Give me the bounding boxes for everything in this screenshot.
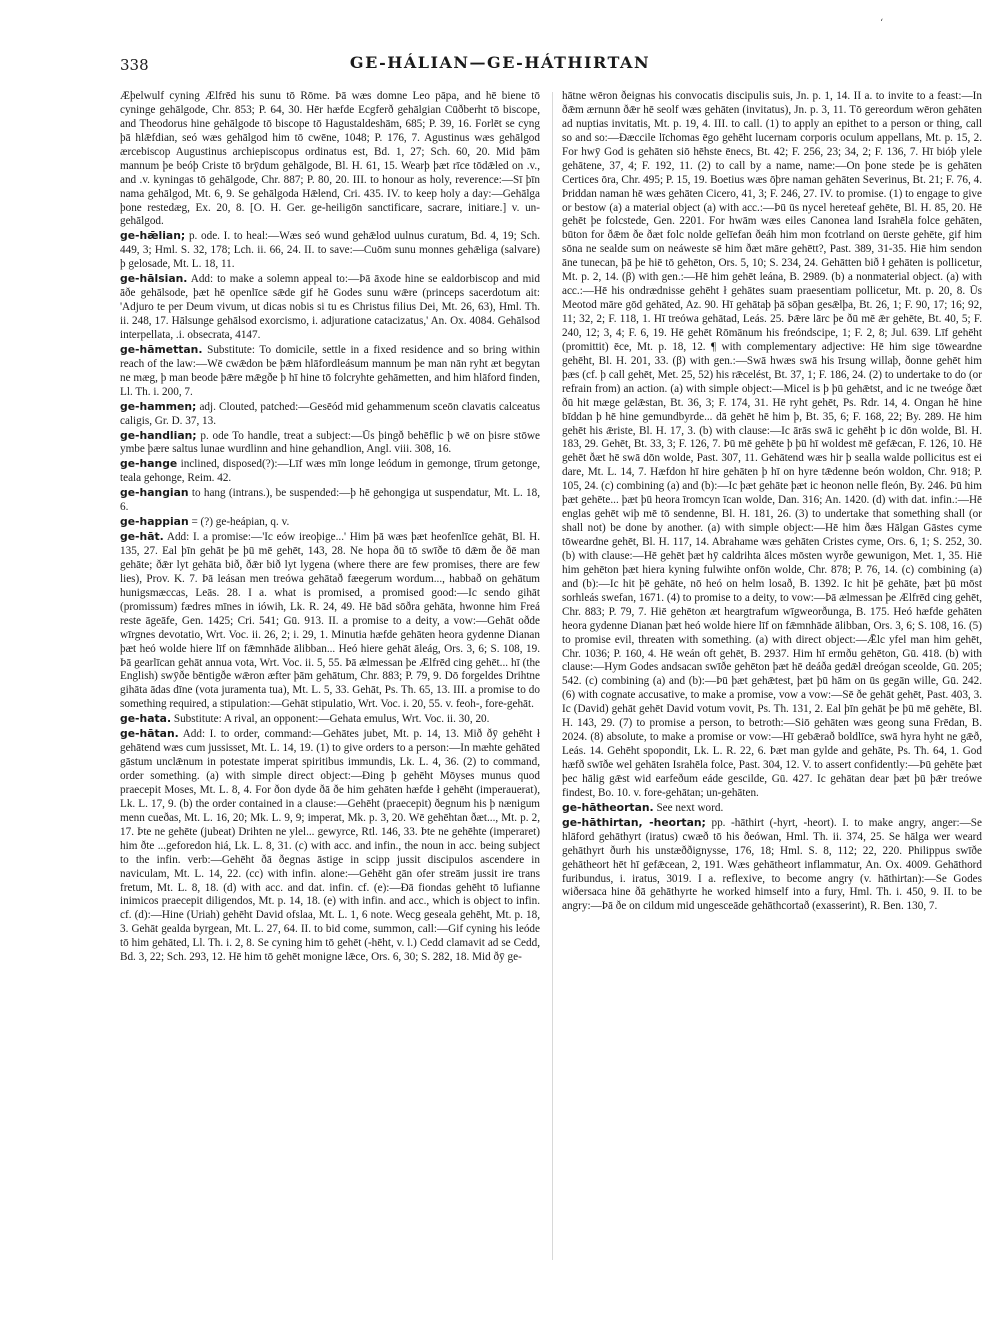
- dictionary-entry: [562, 801, 982, 816]
- entry-headword: ge-hātan.: [120, 727, 179, 741]
- entry-text: pp. -hāthirt (-hyrt, -heort). I. to make angry, anger:—Se hlāford gehāthyrt (iratus) cwæð tō his ðeówan, Hml. Th. ii. 374, 25. Se hālga wer weard gehāthyrt ðurh his unstæððignysse, 176, 18; Hml. S. 8, 112; 22, 220. Philippus swīðe gehātheort hēt hī gefǣcean, 2, 191. Wæs gehātheort inflammatur, An. Ox. 4009. Gehāthord furibundus, i. iratus, 3019. I a. reflexive, to become angry (v. hāthirtan):—Se Godes wiðersaca hine ðā gehāthyrte he worked himself into a fury, Hml. Th. i. 450, 9. II. to be angry:—Þā ðe on cildum mid ungesceāde gehāthcortað (exasserint), R. Ben. 130, 7.: [562, 816, 982, 913]
- dictionary-entry: [120, 530, 540, 712]
- dictionary-entry: [120, 429, 540, 458]
- dictionary-entry: [120, 727, 540, 965]
- dictionary-entry: [120, 229, 540, 272]
- dictionary-entry: [120, 90, 540, 229]
- entry-headword: ge-handlian;: [120, 428, 197, 442]
- entry-headword: ge-hāt.: [120, 530, 164, 544]
- column-divider: [552, 92, 553, 1260]
- dictionary-entry: [120, 515, 540, 530]
- stray-mark: ʻ: [880, 18, 884, 29]
- entry-text: See next word.: [656, 801, 724, 814]
- dictionary-entry: [120, 712, 540, 727]
- entry-headword: ge-hammen;: [120, 399, 197, 413]
- entry-headword: ge-hǣlian;: [120, 229, 186, 243]
- entry-headword: ge-hange: [120, 457, 178, 471]
- entry-headword: ge-happian: [120, 515, 189, 529]
- entry-headword: ge-hata.: [120, 712, 172, 726]
- entry-text: = (?) ge-heápian, q. v.: [191, 516, 290, 529]
- entry-text: Substitute: A rival, an opponent:—Gehata emulus, Wrt. Voc. ii. 30, 20.: [173, 713, 490, 726]
- running-head: GE-HÁLIAN—GE-HÁTHIRTAN: [349, 53, 651, 72]
- right-column: [562, 90, 982, 1320]
- dictionary-entry: [120, 343, 540, 400]
- dictionary-entry: [562, 90, 982, 801]
- entry-text: Add: to make a solemn appeal to:—Þā āxode hine se ealdorbiscop and mid āðe gehālsode, þæt hē openlīce sǣde gif hē Godes sunu wǣre (princeps sacerdotum ait: 'Adjuro te per Deum vivum, ut dicas nobis si tu es Christus filius Dei, Mt. 26, 63), Hml. Th. ii. 248, 17. Hālsunge gehālsod exorcismo, i. adjuratione catacizatus,' An. Ox. 4084. Gehālsod interpellata, .i. obsecrata, 4147.: [120, 273, 540, 341]
- entry-text: hātne wēron ðeignas his convocatis discipulis suis, Jn. p. 1, 14. II a. to invite to a feast:—In ðǣm ærnunn ðǣr hē seolf wæs gehāten (invitatus), Jn. p. 3, 11. Tō gereordum wēron gehāten ad nuptias invitatis, Mt. p. 19, 4. III. to call. (1) to apply an epithet to a person or thing, call so and so:—Ðæccile līchomas ēgo gehēht lucernam corporis oculum appellans, Mt. p. 15, 2. For hwȳ God is gehāten siō hēhste ēnecs, Bt. 42; F. 256, 23; 34, 2; F. 136, 7. Hī bióþ ylele gehātene, 37, 4; F. 192, 11. (2) to call by a name, name:—On þone stede þe is gehāten Certices ōra, Chr. 495; P. 15, 19. Boetius wæs ōþre naman gehāten Severinus, Bt. 21; F. 76, 4. Þriddan naman hē wæs gehāten Cicero, 41, 3; F. 246, 27. IV. to promise. (1) to engage to give or bestow (a) a material object (a) with acc.:—Þū ūs nycel hereteaf gehēte, Bl. H. 85, 20. Hē gehēt þe folcstede, Gen. 2201. For hwām wæs eiles Canonea land Israhēla folce gehāten, būton for ðǣm ðe ðæt folc nolde gelīefan ðeáh him mon fcotrland on ūerste gehēte, gif him sōna ne sealde sum on neáweste sē him ðæt māre gehētt?, Past. 389, 31-35. Hiē him sendon āne tunecan, þā þe hiē tō gehēton, Ors. 5, 10; S. 234, 24. Gehātten bið ł gehāten is pollicetur, Mt. p. 2, 14. (β) with gen.:—Hē him gehēt leána, B. 2989. (b) a nonmaterial object. (a) with acc.:—Hē his ondrædnisse gehēht ł gehātes suam praesentiam pollicetur, Mt. p. 20, 8. Ūs Meotod māre gōd gehāted, Az. 90. Hī gehātaþ þā sōþan gesǣlþa, Bt. 26, 1; F. 90, 17; 16; 92, 11; 32, 2; F. 118, 1. Hī treówa gehātad, Leás. 25. Þǣre lārc þe ðū mē ǣr gehēte, Bt. 40, 5; F. 240, 12; 3, 4; F. 6, 19. Hē gehēt Rōmānum his freóndscipe, 1; F. 2, 8; Jul. 639. Līf gehēht (promittit) ēce, Mt. p. 18, 12. ¶ with complementary adjective: Hē him sige tōweardne gehēht, Bl. H. 201, 33. (β) with gen.:—Swā hwæs swā his īrsung willaþ, ðonne gehēt him þæs (cf. þ call gehēt, Met. 25, 52) his rǣcelést, Bt. 37, 1; F. 186, 24. (2) to undertake to do (or refrain from) an action. (a) with simple object:—Micel is þ þū gehǣtst, and ic ne tweóge ðæt ðū hit mæge gelǣstan, Bt. 36, 3; F. 174, 31. Hē ryht gehēt, Ps. Rdr. 14, 4. Ongan hē hine bīddan þ hē hine gemundbyrde... dā gehēt hē him þ, Bt. 35, 6; F. 168, 22; By. 289. Hē him gehēt his ǣriste, Bl. H. 17, 3. (b) with clause:—Ic ārās swā ic gehēht þ ic dōn wolde, Bl. H. 183, 29. Gehēt, Bt. 33, 3; F. 126, 7. Þū mē gehēte þ þū hī woldest mē gefǣcan, F. 126, 10. Hē gehēt ðæt hē swā dōn wolde, Past. 307, 11. Gehātend wæs hir þ sealla walde pollicitus est ei dare, Mt. L. 14, 7. Hæfdon hī hire gehāten þ hī on hyre tǣdenne beón woldon, Chr. 918; P. 105, 24. (c) combining (a) and (b):—Ic þæt gehāte þæt ic heonon nelle fleón, By. 246. Þū him þæt gehēte... þæt þū heora īromcyn īcan wolde, Dan. 316; An. 1420. (d) with dat. infin.:—Hē englas gehēt wiþ mē tō sendenne, Bl. H. 181, 26. (3) to undertake that something shall (or shall not) be done by another. (a) with simple object:—Hē him ðæs Hālgan Gāstes cyme tōweardne gehēt, Bl. H. 117, 14. Abrahame wæs gehāten Cristes cyme, Ors. 6, 1; S. 252, 30. (b) with clause:—Hē gehēt þæt hȳ caldrihta ālces mōsten wyrðe gewunigon, Met. 1, 35. Hiē him gehēton þæt hiera kyning fulwihte onfōn wolde, Chr. 878; P. 76, 14. (c) combining (a) and (b):—Ic hit þē gehāte, nō heó on helm losað, B. 1392. Ic hit þē gehāte, þæt þū mōst sorhleás swefan, 1671. (4) to promise to a deity, to vow:—Þā ælmessan þe Ælfrēd cing gehēt, Chr. 883; P. 79, 7. Hiē gehēton æt heargtrafum wīgweorðunga, B. 175. Heó hæfde gehāten heora gydenne Dianan þæt heó wolde hiere līf on fǣmnhāde ālibban, Ors. 3, 6; S. 108, 16. (5) to promise evil, threaten with something. (a) with direct object:—Ǣlc yfel man him gehēt, Chr. 1036; P. 160, 4. Hē weán oft gehēt, B. 2937. Him hī ermðu gehēton, Gū. 418. (b) with clause:—Hym Godes andsacan swīðe gehēton þæt hē deáða gedǣl dreógan sceolde, Gū. 205; 542. (c) combining (a) and (b):—Þū þæt gehǣtest, þæt þū hām on ūs gegān wille, Gū. 242. (6) with cognate accusative, to make a promise, vow a vow:—Sē ðe gehāt gehēt, Past. 403, 3. Ic (David) gehāt gehēt David votum vovit, Ps. Th. 131, 2. Eal þīn gehāt þe þū mē gehēte, Bl. H. 143, 29. (7) to promise a person, to betroth:—Siō gehāten wæs geong suna Frēdan, B. 2024. (8) absolute, to make a promise or vow:—Hī gebǣrað boldlīce, swā hyra hyht ne gǣð, Leás. 14. Gehēht spopondit, Lk. L. R. 22, 6. Þæt man gylde and gehāte, Ps. Th. 64, 1. God hæfð swīðe wel gehāten Israhēla folce, Past. 304, 12. V. to assert confidently:—Þū gehēte þæt þec hālig gǣst wid earfeðum eáde gescilde, Gū. 427. Ic gehātan dear þæt þū þǣr treówe findest, Bo. 10. v. fore-gehātan; un-gehāten.: [562, 90, 982, 799]
- left-column: [120, 90, 540, 1320]
- entry-text: p. ode To handle, treat a subject:—Ūs þingð behēflic þ wē on þisre stōwe ymbe þære saltus lunae wurdlinn and hine gehandlion, Angl. viii. 308, 16.: [120, 429, 540, 456]
- entry-headword: ge-hātheortan.: [562, 800, 654, 814]
- entry-text: Add: I. a promise:—'Ic eów ireoþige...' Him þā wæs þæt heofenlīce gehāt, Bl. H. 135, 27. Eal þīn gehāt þe þū mē gehēt, 143, 28. Ne hopa ðū tō swīðe tō dǣm ðe ðē man gehāte; ðǣr lyt gehāta bið, ðǣr bið lyt lygena (where there are few promises, there are few lies), Prov. K. 7. Þā leásan men treówa gehātað fæegerum wordum..., habbað on gehātum hunigsmæccas, Leās. 28. I a. what is promised, a promised good:—Ic sendo gihāt (promissum) fædres mīnes in iówih, Lk. R. 24, 49. Hē bād sōðra gehāta, hwonne him Freá reste āgeāfe, Gen. 1425; Cri. 541; Gū. 913. II. a promise to a deity, a vow:—Gehāt oðde wīrgnes devotatio, Wrt. Voc. ii. 26, 2; i. 29, 1. Minutia hæfde gehāten heora gydenne Dianan þæt heó wolde hiere līf on fǣmnhāde ālibban... Heó hiere gehāt āleág, Ors. 3, 6; S. 108, 19. Þā gearlīcan gehāt annua vota, Wrt. Voc. ii. 5, 55. Þā ælmessan þe Ælfrēd cing gehēt... hī (the English) swȳðe bēntigðe wǣron æfter þām gehātum, Chr. 883; P. 79, 9. Dō forgeldes Drihtne gihāta ādas dīne (vota juramenta tua), Mt. L. 5, 33. Gehāt, Ps. Th. 65, 13. III. a promise to do something required, a stipulation:—Gehāt stipulatio, Wrt. Voc. i. 20, 55. v. feoh-, fore-gehāt.: [120, 531, 540, 711]
- entry-headword: ge-hālsian.: [120, 272, 188, 286]
- dictionary-entry: [120, 272, 540, 343]
- entry-text: Add: I. to order, command:—Gehātes jubet, Mt. p. 14, 13. Mið ðȳ gehēht ł gehātend wæs cum jussisset, Mt. L. 14, 19. (1) to give orders to a person:—In mæhte gehāted gāstum unclǣnum in potestate imperat spiritibus immundis, Lk. L. 4, 36. (2) to command, order something. (a) with simple direct object:—Ðing þ gehēht Mōyses munus quod praecepit Moses, Mt. L. 8, 4. For ðon dyde ðā ðe him gehāten hæfde ł gehēht (imperauerat), Lk. L. 17, 9. (b) the order contained in a clause:—Gehēht (praecepit) ðegnum his þ nænigum menn cueðas, Mt. L. 16, 20; Mk. L. 9, 9; imperat, Mk. p. 3, 20. Wē gehēhtan ðæt..., Mt. p. 2, 17. Þte ne gehēte (jubeat) Drihten ne ylel... gewyrce, Rtl. 146, 33. Þte ne gehēhte (imperaret) him ðte ...geforedon hiá, Lk. L. 8, 31. (c) with acc. and infin., the noun in acc. being subject to the infin. verb:—Gehēht ðā ðegnas āstige in scipp jussit discipulos ascendere in naviculam, Mt. L. 14, 22. (cc) with infin. alone:—Gehēht gān ofer streām jussit ire trans fretum, Mt. L. 8, 18. (d) with acc. and dat. infin. cf. (e):—Ðā fiondas gehēht tō lufianne inimicos praecepit diligendos, Mt. p. 14, 18. (e) with infin. and acc., which is object to infin. cf. (d):—Hine (Uriah) gehēht David ofslaa, Mt. L. 1, 6 note. Wecg geseala gehēht, Mt. p. 18, 3. Gehāt gealda byrgean, Mt. L. 27, 64. II. to bid come, summon, call:—Gif cyning his leóde tō him gehāted, Ll. Th. i. 2, 8. Se cyning him tō gehēt (-hēht, v. l.) Cedd clamavit ad se Cedd, Bd. 3, 22; Sch. 293, 12. Hē him tō gehēt monigne lǣce, Ors. 6, 30; S. 282, 18. Mid ðȳ ge-: [120, 728, 540, 964]
- entry-headword: ge-hāmettan.: [120, 342, 203, 356]
- entry-headword: ge-hangian: [120, 486, 189, 500]
- entry-text: inclined, disposed(?):—Līf wæs mīn longe leódum in gemonge, tīrum getonge, teala gehonge, Reim. 42.: [120, 458, 540, 485]
- entry-text: p. ode. I. to heal:—Wæs seó wund gehǣlod uulnus curatum, Bd. 4, 19; Sch. 449, 3; Hml. S. 32, 178; Lch. ii. 66, 24. II. to save:—Cuōm sunu monnes gehǣliga (salvare) þ gelosade, Mt. L. 18, 11.: [120, 230, 540, 271]
- dictionary-entry: [120, 400, 540, 429]
- page-number: 338: [120, 56, 149, 74]
- dictionary-entry: [120, 457, 540, 486]
- entry-text: adj. Clouted, patched:—Gesēód mid gehammenum sceōn clavatis calceatus caligis, Gr. D. 37, 13.: [120, 400, 540, 427]
- dictionary-entry: [120, 486, 540, 515]
- dictionary-entry: [562, 816, 982, 915]
- entry-text: Substitute: To domicile, settle in a fixed residence and so bring within reach of the law:—Wē cwǣdon be þǣm hlāfordleásum mannum þe man nān ryht æt begytan ne mæg, þ man beode þǣre mǣgðe þ hī hine tō folcryhte gehāmetten, and him hlāford finden, Ll. Th. i. 200, 7.: [120, 343, 540, 398]
- entry-headword: ge-hāthirtan, -heortan;: [562, 815, 706, 829]
- entry-text: Æþelwulf cyning Ælfrēd his sunu tō Rōme. Þā wæs domne Leo pāpa, and hē biene tō cyninge gehālgode, Chr. 853; P. 64, 30. Hēr hæfde Ecgferð gehālgian Cūðberht tō biscope, and Theodorus hine gehālgode tō biscope tō Hagustaldeshām, 685; P. 39, 16. Forlēt se cyng þā hlǣfdian, seó wæs gehālgod him tō cwēne, 1048; P. 176, 7. Agustinus wæs gehālgod ærcebiscop Augustinus archiepiscopus ordinatus est, Bd. 1, 27; Sch. 60, 20. Mid þām mannum þe beóþ Criste tō brȳdum gehālgode, Bl. H. 61, 15. Wearþ þæt rīce tōdǣled on .v., and .v. kyningas tō gehālgode, Chr. 887; P. 80, 20. III. to honour as holy, reverence:—Sī þīn nama gehālgod, Mt. 6, 9. Se gehālgoda Hǣlend, Cri. 435. IV. to keep holy a day:—Gehālga þone restedæg, Ex. 20, 8. [O. H. Ger. ge-heiligōn sanctificare, sacrare, initiare.] v. un-gehālgod.: [120, 90, 540, 228]
- entry-text: to hang (intrans.), be suspended:—þ hē gehongiga ut suspendatur, Mt. L. 18, 6.: [120, 487, 540, 514]
